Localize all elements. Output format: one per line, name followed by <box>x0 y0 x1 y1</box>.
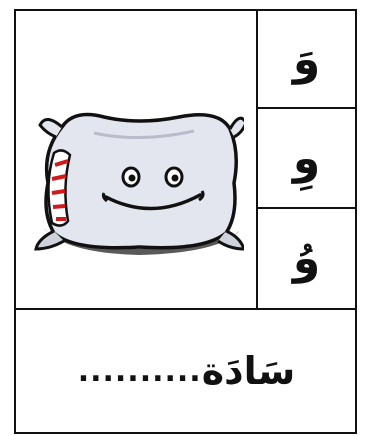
letter-waw-fatha: وَ <box>258 11 355 109</box>
word-blank: .......... <box>77 353 202 389</box>
picture-cell <box>16 11 258 308</box>
word-text: سَادَة <box>201 349 296 393</box>
letters-column <box>258 11 355 308</box>
letter-card <box>14 9 357 434</box>
letter-waw-damma: وُ <box>292 233 321 284</box>
pillow-icon <box>34 103 244 263</box>
letter-waw-kasra: وِ <box>258 109 355 209</box>
card-top-section <box>16 11 355 310</box>
word-row <box>16 310 355 432</box>
